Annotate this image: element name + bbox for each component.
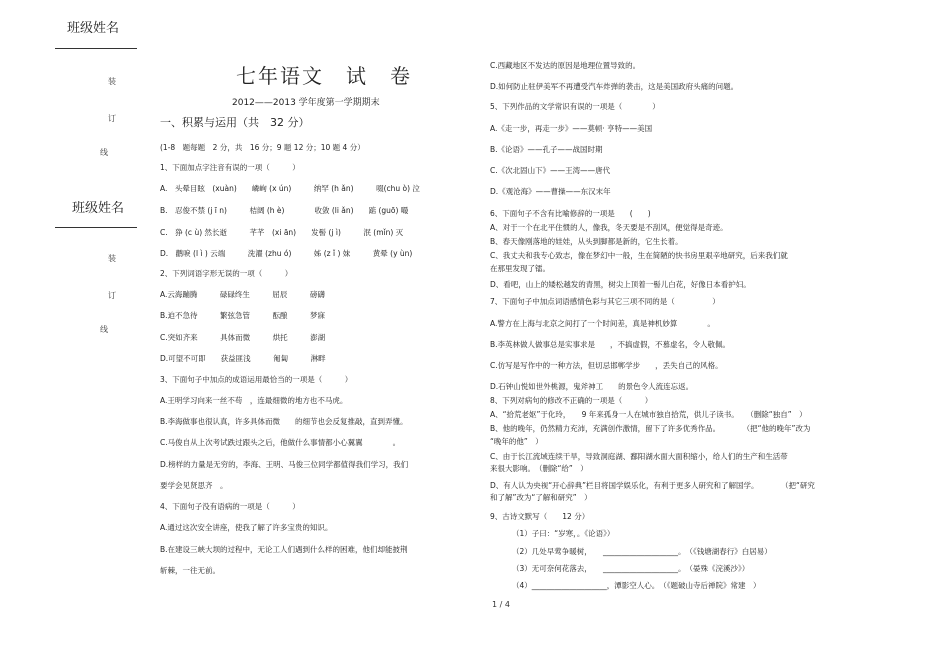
binding-char-ding-1: 订 <box>108 114 116 123</box>
q7-option-a: A.警方在上海与北京之间打了一个时间差，真是神机妙算 。 <box>490 319 715 328</box>
q5-option-a: A.《走一步，再走一步》——莫顿· 亨特——美国 <box>490 124 653 133</box>
name-underline-top <box>55 48 137 49</box>
q3-option-c: C.马俊自从上次考试跌过跟头之后，他做什么事情都小心翼翼 。 <box>160 438 401 447</box>
q1-option-c: C. 狰 (c ù) 然长逝 芊芊 (xi ān) 发髻 (j ì) 泯 (mǐn) 灭 <box>160 228 404 237</box>
q2-option-a: A.云海蹦腾 碌碌终生 屈辰 磅礴 <box>160 290 325 299</box>
q7-option-d: D.石钟山悦如世外桃源，鬼斧神工 的景色令人流连忘返。 <box>490 382 694 391</box>
scoring-note: (1-8 题每题 2 分，共 16 分；9 题 12 分；10 题 4 分） <box>160 143 365 152</box>
q8-option-a: A、“拾荒老妪”于化玲， 9 年来孤身一人在城市独自拾荒，供儿子读书。 （删除“独自” ） <box>490 410 807 419</box>
binding-char-zhuang-1: 装 <box>108 77 116 86</box>
binding-char-xian-2: 线 <box>100 325 108 334</box>
q5-option-b: B.《论语》——孔子——战国时期 <box>490 145 603 154</box>
q8-option-d-cont: 和了解”改为“了解和研究” ） <box>490 493 592 502</box>
q1-option-d: D. 鹳唳 (l ì ) 云端 洗濯 (zhu ó) 姊 (z ǐ ) 妹 黄晕 (y ùn) <box>160 249 413 258</box>
q5-stem: 5、下列作品的文学常识有误的一项是（ ） <box>490 102 660 111</box>
q8-option-c-cont: 来很大影响。 （删除“给” ） <box>490 464 588 473</box>
q4-stem: 4、下面句子没有语病的一项是（ ） <box>160 502 300 511</box>
q8-option-b-cont: “晚年的他” ） <box>490 437 543 446</box>
q6-option-b: B、春天像刚落地的娃娃，从头到脚都是新的，它生长着。 <box>490 237 683 246</box>
exam-title: 七年语文 试 卷 <box>236 64 412 88</box>
q7-option-c: C.仿写是写作中的一种方法，但切忌邯郸学步 ，丢失自己的风格。 <box>490 361 723 370</box>
q1-option-b: B. 忍俊不禁 (j ī n) 桔阔 (h è) 收敛 (li ǎn) 踮 (guō) 嘬 <box>160 206 409 215</box>
q7-option-b: B.李英林做人做事总是实事求是 ，不搞虚假，不慕虚名，令人敬佩。 <box>490 340 731 349</box>
q9-item-2: （2）几处早莺争暖树， ____________________。 （《钱塘湖春行》白居易） <box>512 547 772 556</box>
section-heading: 一、积累与运用（共 32 分） <box>160 116 310 129</box>
q6-option-c: C、我丈夫和我专心致志，像在梦幻中一般，生在简陋的快书房里艰辛地研究，后来我们就 <box>490 251 788 260</box>
q7-stem: 7、下面句子中加点词语感情色彩与其它三项不同的是（ ） <box>490 297 720 306</box>
q8-option-b: B、他的晚年，仍然精力充沛，充满创作激情，留下了许多优秀作品。 （把“他的晚年”改为 <box>490 424 811 433</box>
q9-stem: 9、古诗文默写（ 12 分） <box>490 512 590 521</box>
q3-stem: 3、下面句子中加点的成语运用最恰当的一项是（ ） <box>160 375 353 384</box>
q4-option-b: B.在建设三峡大坝的过程中，无论工人们遇到什么样的困难，他们却能披荆 <box>160 545 408 554</box>
binding-char-ding-2: 订 <box>108 291 116 300</box>
q9-item-1: （1）子曰：“岁寒，。《论语》） <box>512 529 615 538</box>
q1-option-a: A. 头晕目眩 (xuàn) 嶙峋 (x ún) 纳罕 (h ǎn) 啜(chu ò) 泣 <box>160 184 420 193</box>
class-name-label-top: 班级姓名 <box>67 21 120 36</box>
q4-option-b-cont: 斩棘，一往无前。 <box>160 566 220 575</box>
q3-option-b: B.李海做事也很认真，许多具体而微 的细节也会反复推敲，直到弄懂。 <box>160 417 408 426</box>
q2-option-b: B.迫不急待 繁弦急管 酝酿 梦寐 <box>160 311 326 320</box>
q3-option-d: D.榜样的力量是无穷的，李海、王明、马俊三位同学都值得我们学习，我们 <box>160 460 409 469</box>
q6-stem: 6、下面句子不含有比喻修辞的一项是 ( ) <box>490 209 651 218</box>
q4-option-c: C.西藏地区不发达的原因是地理位置导致的。 <box>490 61 641 70</box>
binding-char-zhuang-2: 装 <box>108 254 116 263</box>
q5-option-d: D.《观沧海》——曹操——东汉末年 <box>490 187 611 196</box>
class-name-label-bottom: 班级姓名 <box>72 201 125 216</box>
q9-item-4: （4）____________________，潭影空人心。 （《题破山寺后禅院》常建 ） <box>512 581 761 590</box>
q1-stem: 1、下面加点字注音有误的一项（ ） <box>160 163 300 172</box>
q8-stem: 8、下列对病句的修改不正确的一项是（ ） <box>490 396 653 405</box>
q8-option-d: D、有人认为央视“开心辞典”栏目将国学娱乐化，有利于更多人研究和了解国学。 （把“研究 <box>490 481 815 490</box>
q9-item-3: （3）无可奈何花落去， ____________________。 （晏殊《浣溪沙》） <box>512 564 750 573</box>
exam-subtitle: 2012——2013 学年度第一学期期末 <box>232 98 380 108</box>
q4-option-a: A.通过这次安全讲座，使我了解了许多宝贵的知识。 <box>160 523 333 532</box>
name-underline-bottom <box>55 227 137 228</box>
q2-option-c: C.突如齐来 具体而微 烘托 澎湖 <box>160 333 326 342</box>
binding-char-xian-1: 线 <box>100 148 108 157</box>
q6-option-d: D、看吧，山上的矮松越发的青黑，树尖上顶着一髻儿白花，好像日本看护妇。 <box>490 280 751 289</box>
q3-option-d-cont: 要学会见贤思齐 。 <box>160 481 228 490</box>
q8-option-c: C、由于长江流域连续干旱，导致洞庭湖、鄱阳湖水面大面积缩小，给人们的生产和生活带 <box>490 452 788 461</box>
q6-option-c-cont: 在那里发现了镭。 <box>490 264 550 273</box>
q6-option-a: A、对于一个在北平住惯的人，像我，冬天要是不刮风，便觉得是奇迹。 <box>490 223 728 232</box>
q5-option-c: C.《次北固山下》——王湾——唐代 <box>490 166 611 175</box>
q3-option-a: A.王明学习向来一丝不苟 ，连最细微的地方也不马虎。 <box>160 396 348 405</box>
q2-stem: 2、下列词语字形无误的一项（ ） <box>160 269 293 278</box>
q2-option-d: D.可望不可即 获益匪浅 匍匐 淋畔 <box>160 354 326 363</box>
page-number: 1 / 4 <box>492 600 510 609</box>
q4-option-d: D.如何防止驻伊美军不再遭受汽车炸弹的袭击，这是美国政府头痛的问题。 <box>490 82 739 91</box>
